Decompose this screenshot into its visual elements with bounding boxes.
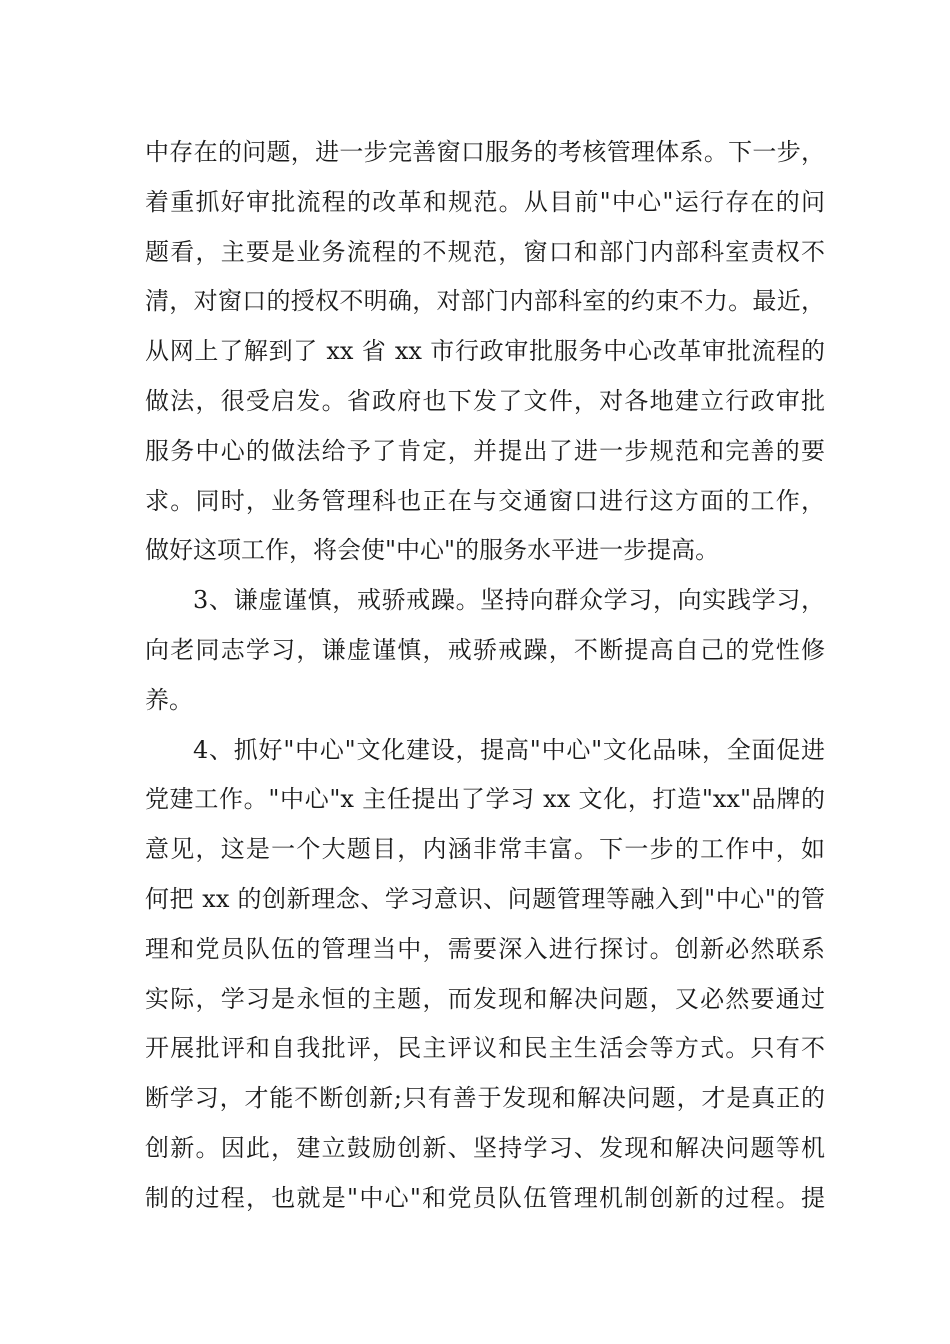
text-line: 实际，学习是永恒的主题，而发现和解决问题，又必然要通过 [145,984,825,1013]
text-line: 做好这项工作，将会使"中心"的服务水平进一步提高。 [145,536,720,565]
text-line: 养。 [145,685,193,714]
text-line: 意见，这是一个大题目，内涵非常丰富。下一步的工作中，如 [145,835,825,864]
text-line: 题看，主要是业务流程的不规范，窗口和部门内部科室责权不 [145,237,825,266]
text-line: 着重抓好审批流程的改革和规范。从目前"中心"运行存在的问 [145,187,825,216]
document-body [145,128,825,1224]
text-line: 创新。因此，建立鼓励创新、坚持学习、发现和解决问题等机 [145,1133,825,1162]
text-line: 3、谦虚谨慎，戒骄戒躁。坚持向群众学习，向实践学习， [193,586,825,615]
text-line: 开展批评和自我批评，民主评议和民主生活会等方式。只有不 [145,1034,825,1063]
text-line: 做法，很受启发。省政府也下发了文件，对各地建立行政审批 [145,386,825,415]
text-line: 从网上了解到了 xx 省 xx 市行政审批服务中心改革审批流程的 [145,337,825,366]
text-line: 断学习，才能不断创新;只有善于发现和解决问题，才是真正的 [145,1084,825,1113]
text-line: 何把 xx 的创新理念、学习意识、问题管理等融入到"中心"的管 [145,884,825,913]
text-line: 4、抓好"中心"文化建设，提高"中心"文化品味，全面促进 [193,735,825,764]
text-line: 理和党员队伍的管理当中，需要深入进行探讨。创新必然联系 [145,934,825,963]
text-line: 向老同志学习，谦虚谨慎，戒骄戒躁，不断提高自己的党性修 [145,635,825,664]
text-line: 服务中心的做法给予了肯定，并提出了进一步规范和完善的要 [145,436,825,465]
text-line: 党建工作。"中心"x 主任提出了学习 xx 文化，打造"xx"品牌的 [145,785,825,814]
text-line: 清，对窗口的授权不明确，对部门内部科室的约束不力。最近， [145,287,825,316]
text-line: 制的过程，也就是"中心"和党员队伍管理机制创新的过程。提 [145,1183,825,1212]
text-line: 求。同时，业务管理科也正在与交通窗口进行这方面的工作， [145,486,825,515]
text-line: 中存在的问题，进一步完善窗口服务的考核管理体系。下一步， [145,138,825,166]
